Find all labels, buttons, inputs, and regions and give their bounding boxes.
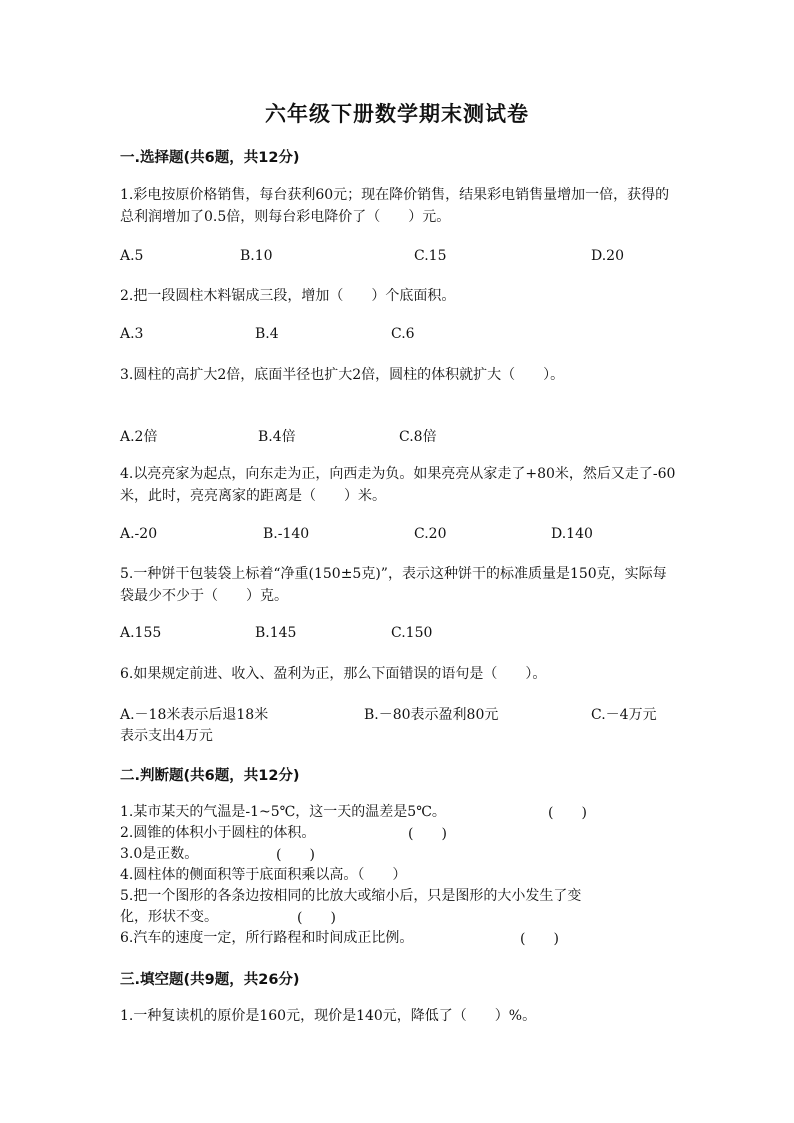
option-b: B.-140 [263,526,310,542]
judge-item-5-continued: 化，形状不变。 [120,909,218,925]
answer-blank: ( ) [548,805,587,821]
judge-item-5: 5.把一个图形的各条边按相同的比放大或缩小后，只是图形的大小发生了变 [120,888,582,904]
question-2: 2.把一段圆柱木料锯成三段，增加（ ）个底面积。 [120,288,456,304]
option-c: C.15 [414,248,447,264]
question-4: 4.以亮亮家为起点，向东走为正，向西走为负。如果亮亮从家走了+80米，然后又走了-60米，此时，亮亮离家的距离是（ ）米。 [120,466,676,504]
option-d: D.20 [591,248,624,264]
option-b: B.145 [255,625,297,641]
option-b: B.4 [255,326,279,342]
question-6: 6.如果规定前进、收入、盈利为正，那么下面错误的语句是（ ）。 [120,666,547,682]
answer-blank: ( ) [408,826,447,842]
option-a: A.155 [120,625,162,641]
judge-item-2: 2.圆锥的体积小于圆柱的体积。 [120,825,316,841]
question-3: 3.圆柱的高扩大2倍，底面半径也扩大2倍，圆柱的体积就扩大（ ）。 [120,367,565,383]
option-c: C.20 [414,526,447,542]
option-a: A.-20 [120,526,158,542]
option-b: B.10 [240,248,273,264]
option-b: B.－80表示盈利80元 [364,707,499,723]
judge-item-6: 6.汽车的速度一定，所行路程和时间成正比例。 [120,930,414,946]
section-heading-fill: 三.填空题(共9题，共26分) [120,972,300,988]
question-1: 1.彩电按原价格销售，每台获利60元；现在降价销售，结果彩电销售量增加一倍，获得的总利润增加了0.5倍，则每台彩电降价了（ ）元。 [120,187,670,225]
option-d: D.140 [551,526,593,542]
option-a: A.2倍 [120,429,158,445]
section-heading-choice: 一.选择题(共6题，共12分) [120,150,300,166]
option-b: B.4倍 [258,429,296,445]
answer-blank: ( ) [297,910,336,926]
option-c: C.150 [391,625,433,641]
page-title: 六年级下册数学期末测试卷 [265,102,529,126]
option-c-continued: 表示支出4万元 [120,728,213,744]
question-5: 5.一种饼干包装袋上标着“净重(150±5克)”，表示这种饼干的标准质量是150克，实际每袋最少不少于（ ）克。 [120,566,667,604]
option-a: A.－18米表示后退18米 [120,707,269,723]
judge-item-4: 4.圆柱体的侧面积等于底面积乘以高。（ ） [120,867,407,883]
option-c: C.－4万元 [591,707,657,723]
fill-question-1: 1.一种复读机的原价是160元，现价是140元，降低了（ ）%。 [120,1008,537,1024]
judge-item-1: 1.某市某天的气温是-1~5℃，这一天的温差是5℃。 [120,804,446,820]
section-heading-judge: 二.判断题(共6题，共12分) [120,768,300,784]
option-a: A.5 [120,248,144,264]
answer-blank: ( ) [276,847,315,863]
option-c: C.6 [391,326,415,342]
option-c: C.8倍 [399,429,437,445]
judge-item-3: 3.0是正数。 [120,846,199,862]
answer-blank: ( ) [520,931,559,947]
option-a: A.3 [120,326,144,342]
